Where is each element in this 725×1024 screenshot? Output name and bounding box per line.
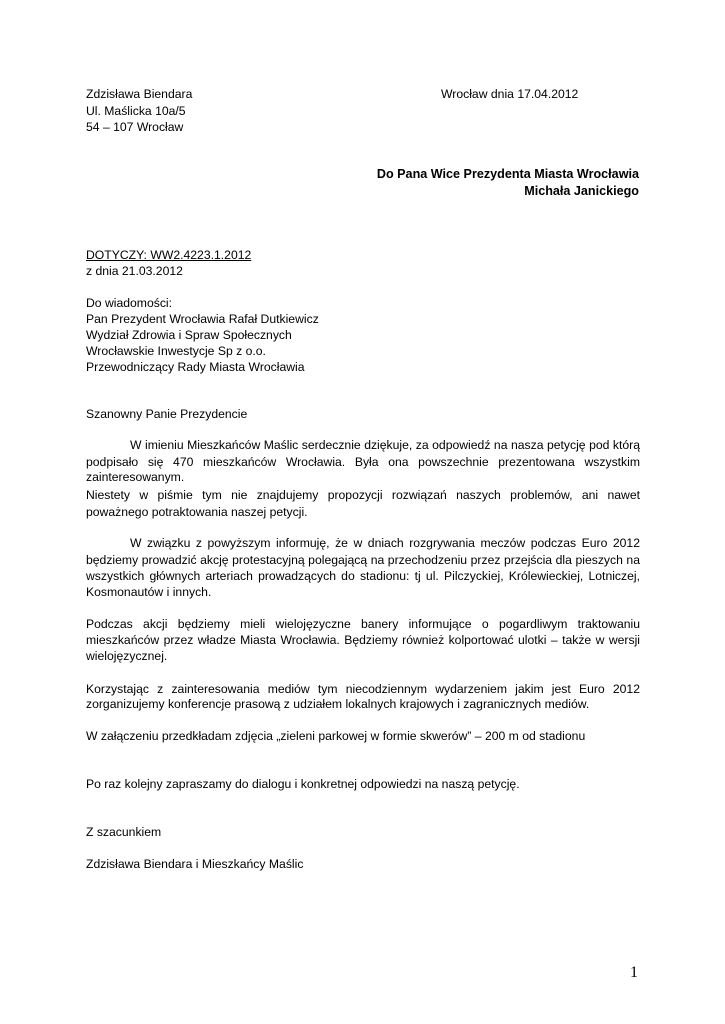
paragraph-2: Niestety w piśmie tym nie znajdujemy propozycji rozwiązań naszych problemów, ani nawet bbox=[86, 488, 640, 502]
paragraph-1-last-line: zainteresowanym. bbox=[86, 470, 185, 484]
reference-date: z dnia 21.03.2012 bbox=[86, 264, 183, 278]
paragraph-7: Po raz kolejny zapraszamy do dialogu i konkretnej odpowiedzi na naszą petycję. bbox=[86, 777, 520, 791]
date-line: Wrocław dnia 17.04.2012 bbox=[441, 87, 579, 101]
paragraph-4: mieszkańców przez władze Miasta Wrocławia. Będziemy również kolportować ulotki – także w wersji bbox=[86, 633, 640, 647]
paragraph-2-last-line: poważnego potraktowania naszej petycji. bbox=[86, 505, 308, 519]
paragraph-6: W załączeniu przedkładam zdjęcia „zieleni parkowej w formie skwerów” – 200 m od stadionu bbox=[86, 729, 586, 743]
cc-heading: Do wiadomości: bbox=[86, 296, 173, 310]
paragraph-5-last-line: zorganizujemy konferencje prasową z udziałem lokalnych krajowych i zagranicznych mediów. bbox=[86, 697, 590, 711]
sender-name: Zdzisława Biendara bbox=[86, 87, 193, 101]
paragraph-3-first-line: W związku z powyższym informuję, że w dniach rozgrywania meczów podczas Euro 2012 bbox=[130, 536, 640, 550]
paragraph-5: Korzystając z zainteresowania mediów tym niecodziennym wydarzeniem jakim jest Euro 2012 bbox=[86, 682, 640, 696]
cc-item: Pan Prezydent Wrocławia Rafał Dutkiewicz bbox=[86, 312, 319, 326]
paragraph-3-last-line: Kosmonautów i innych. bbox=[86, 585, 212, 599]
sender-street: Ul. Maślicka 10a/5 bbox=[86, 104, 186, 118]
paragraph-4-last-line: wielojęzycznej. bbox=[86, 649, 168, 663]
recipient-line-1: Do Pana Wice Prezydenta Miasta Wrocławia bbox=[376, 167, 639, 181]
signature: Zdzisława Biendara i Mieszkańcy Maślic bbox=[86, 857, 304, 871]
sender-city: 54 – 107 Wrocław bbox=[86, 120, 184, 134]
closing: Z szacunkiem bbox=[86, 825, 162, 839]
cc-item: Wydział Zdrowia i Spraw Społecznych bbox=[86, 328, 292, 342]
paragraph-3: będziemy prowadzić akcję protestacyjną polegającą na przechodzeniu przez przejścia dla pieszych na bbox=[86, 553, 640, 567]
paragraph-3: wszystkich głównych arteriach prowadzących do stadionu: tj ul. Pilczyckiej, Królewieckiej, Lotniczej, bbox=[86, 569, 640, 583]
cc-item: Przewodniczący Rady Miasta Wrocławia bbox=[86, 360, 305, 374]
salutation: Szanowny Panie Prezydencie bbox=[86, 407, 248, 421]
recipient-line-2: Michała Janickiego bbox=[524, 184, 639, 198]
paragraph-1: podpisało się 470 mieszkańców Wrocławia. Była ona powszechnie prezentowana wszystkim bbox=[86, 455, 640, 469]
paragraph-1-first-line: W imieniu Mieszkańców Maślic serdecznie dziękuje, za odpowiedź na nasza petycję pod którą bbox=[130, 438, 640, 452]
paragraph-4: Podczas akcji będziemy mieli wielojęzyczne banery informujące o pogardliwym traktowaniu bbox=[86, 617, 640, 631]
reference-subject: DOTYCZY: WW2.4223.1.2012 bbox=[86, 248, 252, 262]
cc-item: Wrocławskie Inwestycje Sp z o.o. bbox=[86, 344, 266, 358]
page-number: 1 bbox=[630, 964, 638, 981]
